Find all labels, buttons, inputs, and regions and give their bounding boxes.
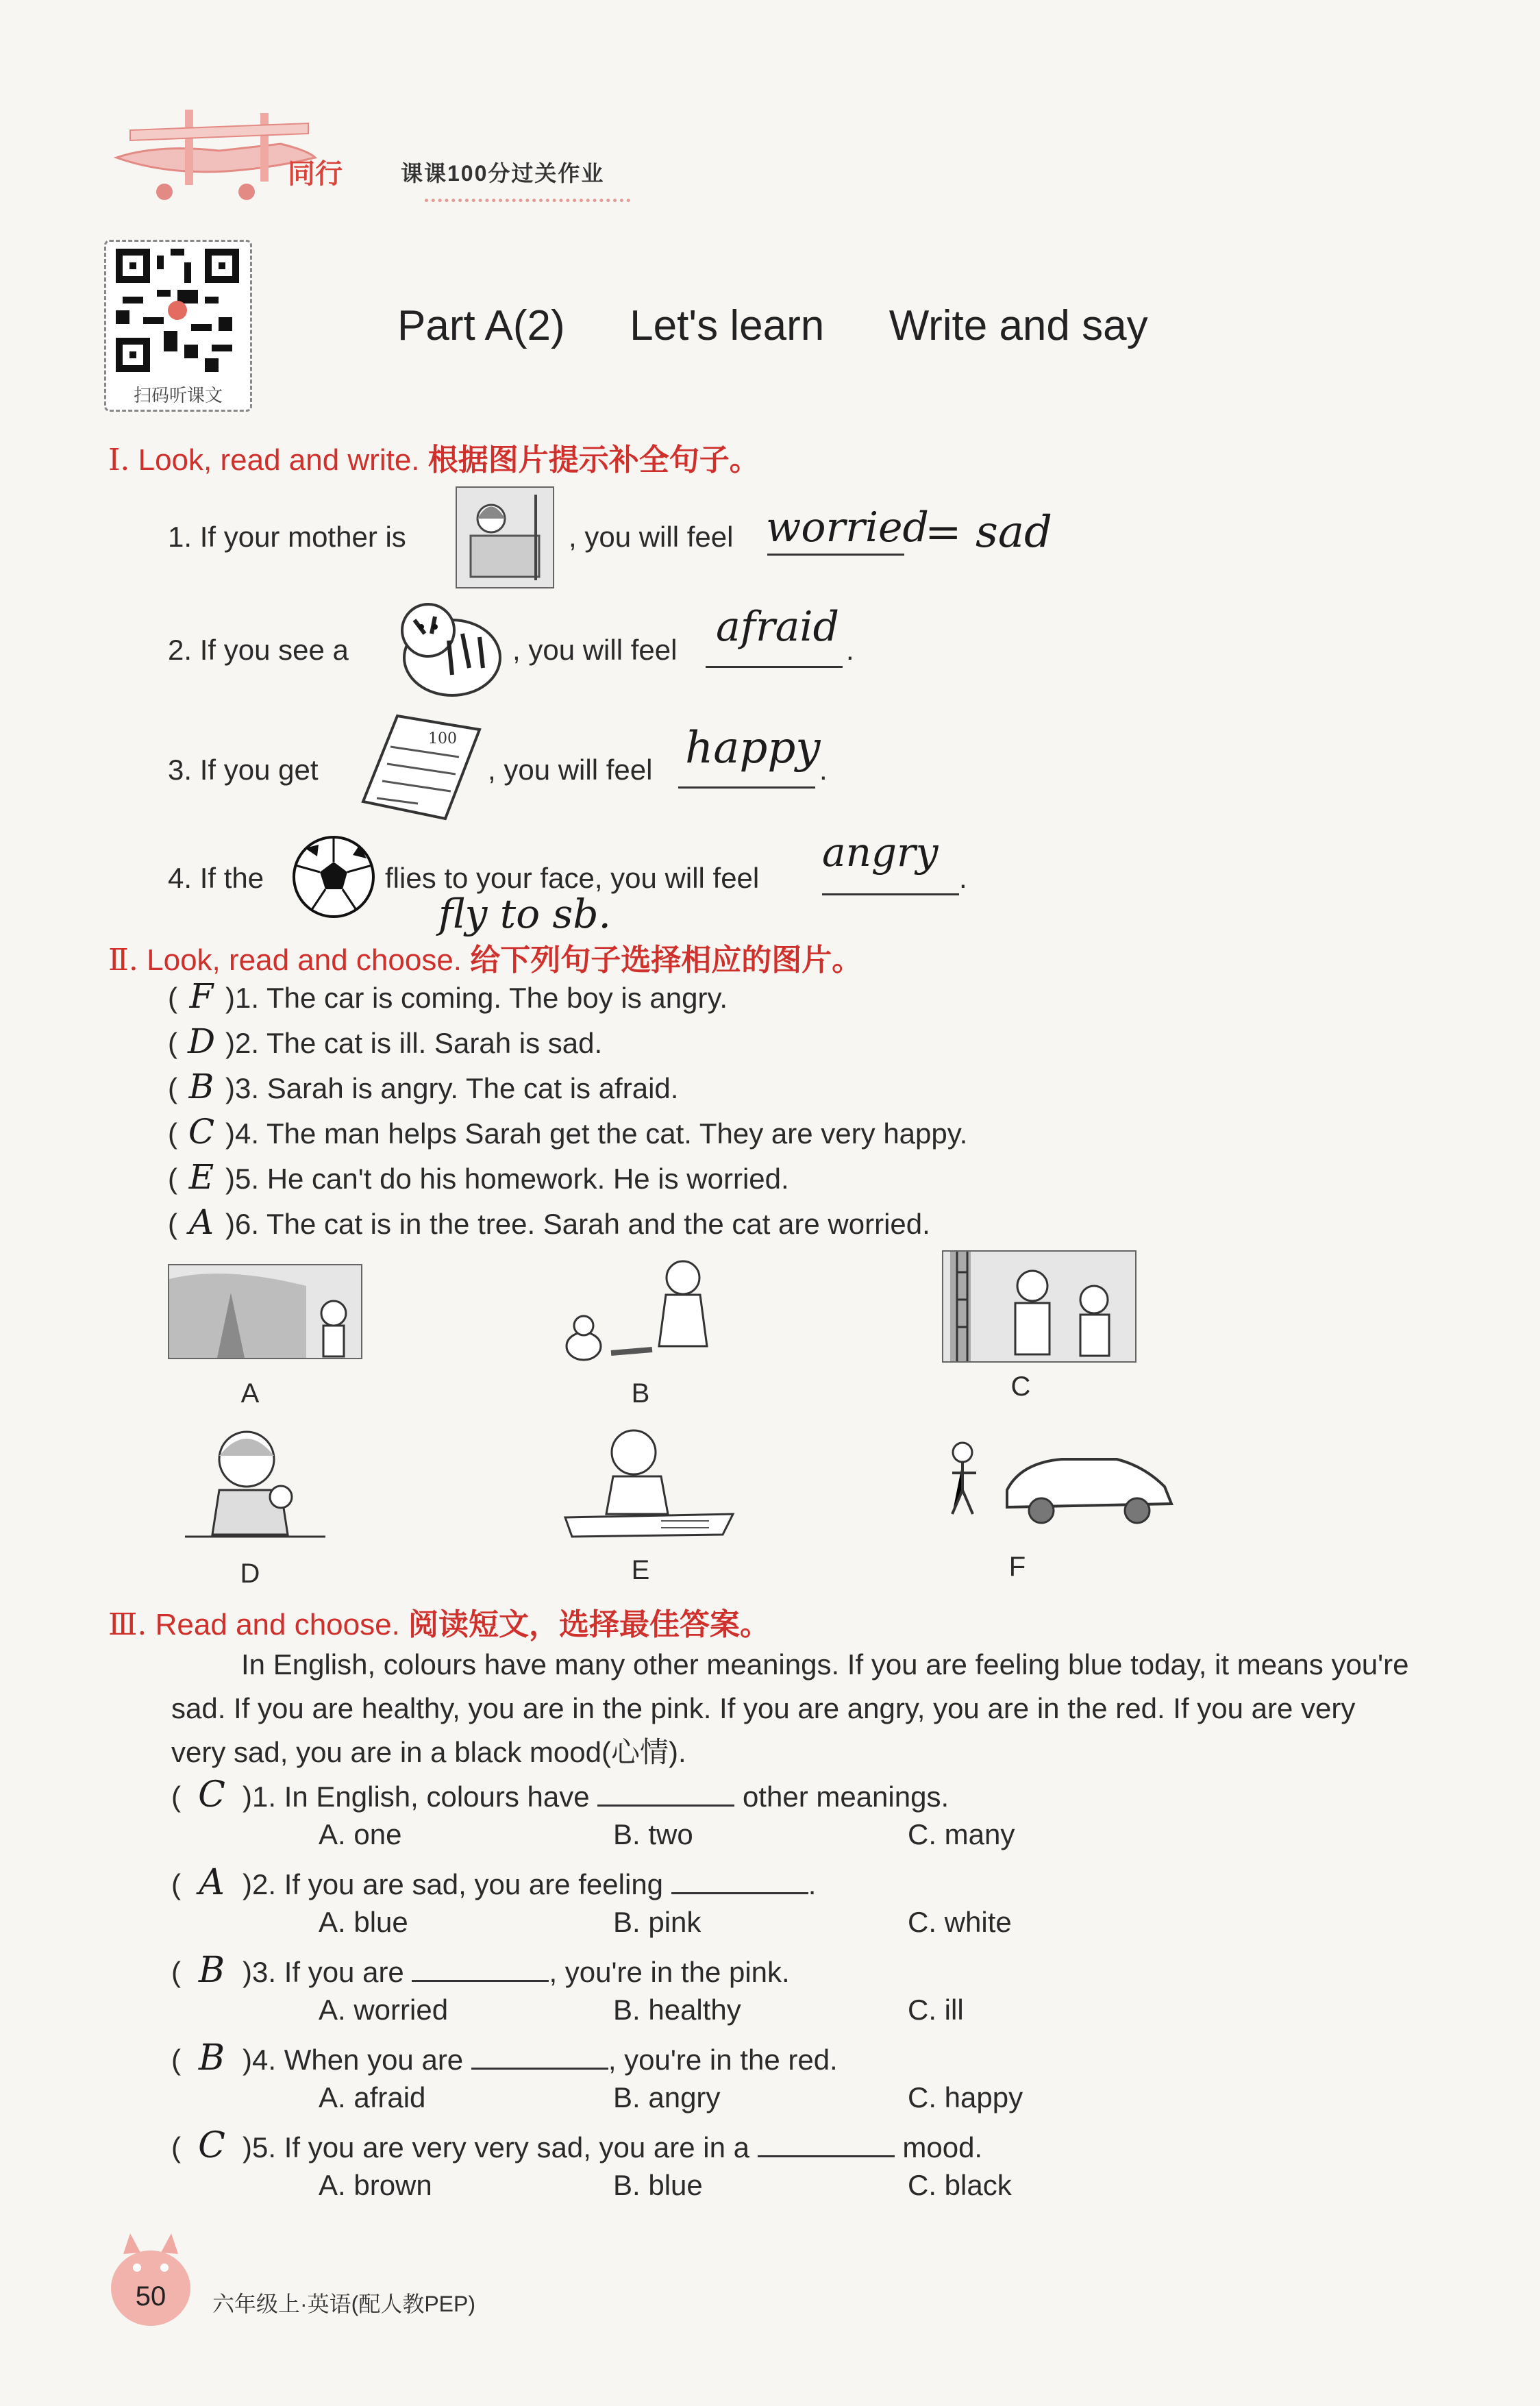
title-write-and-say: Write and say bbox=[889, 302, 1148, 349]
svg-text:100: 100 bbox=[428, 730, 457, 747]
section1-numeral: Ⅰ. bbox=[108, 443, 130, 478]
s3-question-list bbox=[171, 1774, 1023, 2213]
s1-item-num: 1. bbox=[168, 521, 192, 553]
section1-instruction: Look, read and write. bbox=[138, 443, 420, 477]
s1-item-1-blank[interactable] bbox=[767, 554, 904, 556]
picture-tiger bbox=[387, 593, 510, 706]
s3-question: ( C )1. In English, colours have other meanings. A. one B. two C. many bbox=[171, 1774, 1015, 1850]
s3-option-c[interactable]: C. ill bbox=[908, 1994, 964, 2026]
s3-num: )4. bbox=[243, 2044, 277, 2076]
s2-answer[interactable]: C bbox=[188, 1112, 215, 1152]
s1-item-num: 3. bbox=[168, 754, 192, 786]
qr-caption: 扫码听课文 bbox=[133, 385, 223, 406]
s3-after: , you're in the red. bbox=[608, 2044, 838, 2076]
s2-num: )3. bbox=[225, 1072, 260, 1104]
s3-answer[interactable]: C bbox=[198, 1774, 225, 1815]
s2-answer[interactable]: E bbox=[188, 1157, 214, 1197]
s2-num: )4. bbox=[225, 1117, 260, 1150]
s2-num: )2. bbox=[225, 1027, 260, 1059]
s3-blank[interactable] bbox=[412, 1980, 549, 1982]
s2-num: )5. bbox=[225, 1163, 260, 1195]
s3-option-c[interactable]: C. white bbox=[908, 1906, 1012, 1938]
s3-option-a[interactable]: A. worried bbox=[319, 1994, 449, 2026]
s2-text: The cat is ill. Sarah is sad. bbox=[266, 1027, 603, 1059]
page-title bbox=[397, 301, 1148, 350]
s3-answer[interactable]: A bbox=[199, 1862, 225, 1903]
s1-item-3-period: . bbox=[819, 754, 828, 786]
s1-item-1-answer: worried bbox=[766, 504, 929, 551]
picture-test-paper bbox=[356, 712, 486, 822]
title-part: Part A(2) bbox=[397, 302, 565, 349]
s3-question: ( A )2. If you are sad, you are feeling . A. blue B. pink C. white bbox=[171, 1862, 1012, 1938]
reading-passage bbox=[171, 1643, 1507, 1774]
s3-before: If you are bbox=[284, 1956, 404, 1988]
footer-book-title: 六年级上·英语(配人教PEP) bbox=[212, 2292, 476, 2316]
s2-num: )1. bbox=[225, 982, 260, 1014]
brand-label: 同行 bbox=[288, 159, 343, 189]
s2-answer[interactable]: B bbox=[188, 1067, 214, 1106]
s3-option-b[interactable]: B. healthy bbox=[613, 1994, 741, 2026]
s1-item-num: 4. bbox=[168, 862, 192, 894]
s2-answer[interactable]: F bbox=[189, 976, 214, 1016]
picture-sick-mother bbox=[456, 486, 554, 588]
picture-label-a: A bbox=[240, 1378, 260, 1409]
s3-option-a[interactable]: A. brown bbox=[319, 2169, 432, 2201]
s3-question: ( C )5. If you are very very sad, you are in a mood. A. brown B. blue C. black bbox=[171, 2125, 1012, 2201]
picture-label-e: E bbox=[631, 1555, 650, 1585]
s3-after: , you're in the pink. bbox=[549, 1956, 790, 1988]
s3-after: other meanings. bbox=[742, 1781, 949, 1813]
picture-label-c: C bbox=[1010, 1372, 1031, 1402]
section3-instruction: Read and choose. bbox=[155, 1608, 400, 1641]
s2-item: ( B )3. Sarah is angry. The cat is afraid. bbox=[168, 1067, 679, 1106]
s3-before: In English, colours have bbox=[284, 1781, 590, 1813]
picture-b-sarah-and-cat bbox=[556, 1250, 741, 1367]
s2-item: ( E )5. He can't do his homework. He is worried. bbox=[168, 1157, 789, 1197]
section1-heading bbox=[108, 435, 760, 479]
page-number-badge bbox=[106, 2233, 195, 2329]
s2-text: The car is coming. The boy is angry. bbox=[266, 982, 728, 1014]
s3-answer[interactable]: B bbox=[198, 1950, 225, 1991]
picture-label-f: F bbox=[1008, 1552, 1026, 1582]
s1-item-1-note: = sad bbox=[925, 507, 1052, 558]
s2-item: ( C )4. The man helps Sarah get the cat. They are very happy. bbox=[168, 1112, 968, 1152]
s3-option-b[interactable]: B. angry bbox=[613, 2081, 721, 2113]
page-number: 50 bbox=[135, 2281, 166, 2311]
s3-num: )3. bbox=[243, 1956, 277, 1988]
s1-item-2-answer: afraid bbox=[716, 603, 840, 651]
picture-football bbox=[291, 834, 377, 920]
s3-option-a[interactable]: A. afraid bbox=[319, 2081, 426, 2113]
s2-answer[interactable]: D bbox=[187, 1021, 216, 1061]
s1-item-4-after: flies to your face, you will feel bbox=[385, 862, 760, 894]
picture-e-homework-boy bbox=[558, 1422, 740, 1538]
s3-num: )1. bbox=[243, 1781, 277, 1813]
s1-item-before: If your mother is bbox=[199, 521, 406, 553]
s3-option-c[interactable]: C. many bbox=[908, 1818, 1015, 1850]
s1-item-4 bbox=[168, 862, 264, 895]
s1-item-4-answer: angry bbox=[822, 829, 939, 876]
s3-answer[interactable]: B bbox=[198, 2037, 225, 2079]
s1-item-4-blank[interactable] bbox=[822, 893, 959, 895]
s2-text: He can't do his homework. He is worried. bbox=[266, 1163, 789, 1195]
s3-option-a[interactable]: A. blue bbox=[319, 1906, 408, 1938]
title-lets-learn: Let's learn bbox=[630, 302, 825, 349]
s1-item-1 bbox=[168, 521, 406, 554]
passage-line: In English, colours have many other meanings. If you are feeling blue today, it means you're bbox=[241, 1648, 1409, 1681]
s3-option-b[interactable]: B. two bbox=[613, 1818, 693, 1850]
s1-item-before: If the bbox=[199, 862, 264, 894]
s1-item-before: If you see a bbox=[199, 634, 349, 666]
s3-after: mood. bbox=[902, 2131, 983, 2163]
qr-icon bbox=[116, 249, 239, 372]
s1-item-2 bbox=[168, 634, 349, 667]
s1-item-2-blank[interactable] bbox=[706, 666, 843, 668]
s3-blank[interactable] bbox=[471, 2068, 608, 2070]
section2-heading bbox=[108, 935, 862, 979]
s3-after: . bbox=[808, 1868, 817, 1900]
s1-item-2-after: , you will feel bbox=[512, 634, 678, 666]
section3-numeral: Ⅲ. bbox=[108, 1607, 147, 1642]
s1-item-num: 2. bbox=[168, 634, 192, 666]
picture-label-b: B bbox=[631, 1378, 650, 1409]
s2-answer[interactable]: A bbox=[188, 1202, 214, 1242]
s3-num: )2. bbox=[243, 1868, 277, 1900]
s3-question: ( B )4. When you are , you're in the red. A. afraid B. angry C. happy bbox=[171, 2037, 1023, 2113]
s2-text: Sarah is angry. The cat is afraid. bbox=[266, 1072, 679, 1104]
picture-d-sad-sarah bbox=[185, 1422, 325, 1541]
s2-text: The man helps Sarah get the cat. They are very happy. bbox=[266, 1117, 968, 1150]
section2-instruction-cn: 给下列句子选择相应的图片。 bbox=[470, 943, 862, 977]
s3-blank[interactable] bbox=[758, 2155, 895, 2157]
section1-instruction-cn: 根据图片提示补全句子。 bbox=[427, 443, 760, 477]
s3-before: When you are bbox=[284, 2044, 464, 2076]
s2-item-list bbox=[168, 976, 967, 1248]
s1-item-1-after: , you will feel bbox=[569, 521, 734, 553]
s3-blank[interactable] bbox=[597, 1804, 734, 1807]
s1-item-4-period: . bbox=[959, 862, 967, 894]
s1-item-3-after: , you will feel bbox=[488, 754, 653, 786]
s3-option-b[interactable]: B. pink bbox=[613, 1906, 701, 1938]
section3-heading bbox=[108, 1600, 770, 1644]
s3-before: If you are very very sad, you are in a bbox=[284, 2131, 750, 2163]
s2-item: ( A )6. The cat is in the tree. Sarah and the cat are worried. bbox=[168, 1202, 930, 1242]
picture-label-d: D bbox=[240, 1559, 260, 1589]
s1-item-3 bbox=[168, 754, 318, 786]
s1-item-3-blank[interactable] bbox=[678, 786, 815, 789]
picture-a-cat-in-tree bbox=[168, 1264, 362, 1359]
s3-option-a[interactable]: A. one bbox=[319, 1818, 402, 1850]
picture-f-car-coming bbox=[945, 1435, 1178, 1531]
s2-item: ( D )2. The cat is ill. Sarah is sad. bbox=[168, 1021, 603, 1061]
s1-margin-note: fly to sb. bbox=[438, 891, 611, 937]
series-title: 课课100分过关作业 bbox=[401, 161, 605, 186]
s3-option-c[interactable]: C. black bbox=[908, 2169, 1012, 2201]
s3-num: )5. bbox=[243, 2131, 277, 2163]
s1-item-before: If you get bbox=[199, 754, 319, 786]
section2-numeral: Ⅱ. bbox=[108, 943, 138, 978]
s3-before: If you are sad, you are feeling bbox=[284, 1868, 664, 1900]
header-dotted-rule bbox=[425, 199, 630, 202]
qr-code[interactable] bbox=[104, 240, 252, 412]
passage-line: very sad, you are in a black mood(心情). bbox=[171, 1736, 686, 1768]
s2-item: ( F )1. The car is coming. The boy is angry. bbox=[168, 976, 728, 1016]
s3-option-b[interactable]: B. blue bbox=[613, 2169, 703, 2201]
s2-num: )6. bbox=[225, 1208, 260, 1240]
s3-question: ( B )3. If you are , you're in the pink. A. worried B. healthy C. ill bbox=[171, 1950, 964, 2026]
section2-instruction: Look, read and choose. bbox=[147, 943, 462, 977]
section3-instruction-cn: 阅读短文，选择最佳答案。 bbox=[408, 1608, 771, 1641]
s3-answer[interactable]: C bbox=[198, 2125, 225, 2166]
s1-item-2-period: . bbox=[846, 634, 854, 666]
s1-item-3-answer: happy bbox=[685, 723, 821, 773]
s3-blank[interactable] bbox=[671, 1892, 808, 1894]
picture-c-man-helps bbox=[942, 1250, 1137, 1363]
s2-text: The cat is in the tree. Sarah and the cat are worried. bbox=[266, 1208, 930, 1240]
passage-line: sad. If you are healthy, you are in the pink. If you are angry, you are in the red. If you are very bbox=[171, 1692, 1356, 1724]
s3-option-c[interactable]: C. happy bbox=[908, 2081, 1023, 2113]
